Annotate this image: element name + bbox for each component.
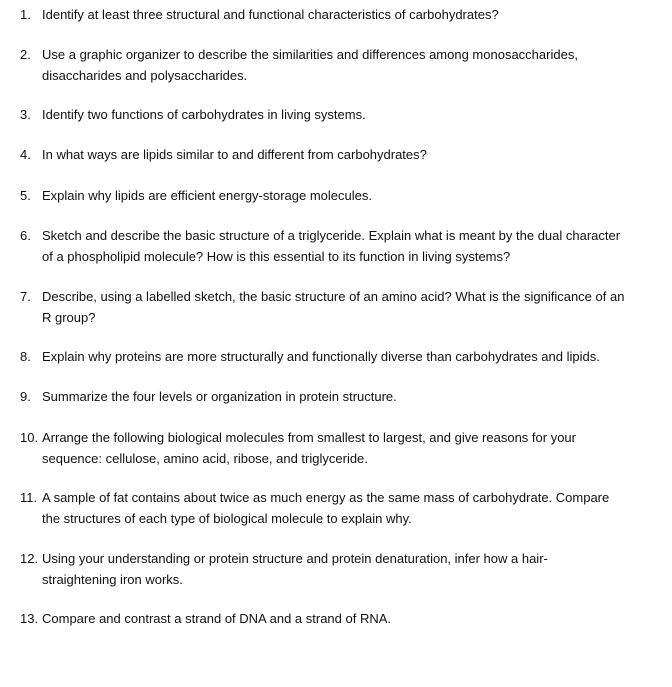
question-text: Use a graphic organizer to describe the similarities and differences among monosaccharides, disaccharides and polysaccharides. <box>42 47 578 83</box>
question-text: Arrange the following biological molecules from smallest to largest, and give reasons for your sequence: cellulose, amino acid, ribose, and triglyceride. <box>42 430 576 466</box>
question-number: 4. <box>20 147 31 162</box>
list-item <box>20 387 640 408</box>
question-text: Describe, using a labelled sketch, the basic structure of an amino acid? What is the significance of an R group? <box>42 289 625 325</box>
question-text: Explain why proteins are more structurally and functionally diverse than carbohydrates and lipids. <box>42 349 600 364</box>
question-text: Explain why lipids are efficient energy-storage molecules. <box>42 188 372 203</box>
question-number: 2. <box>20 47 31 62</box>
question-number: 9. <box>20 389 31 404</box>
list-item <box>20 428 640 469</box>
question-number: 3. <box>20 107 31 122</box>
question-text: Compare and contrast a strand of DNA and a strand of RNA. <box>42 611 392 626</box>
list-item <box>20 488 640 529</box>
question-number: 12. <box>20 551 39 566</box>
question-number: 8. <box>20 349 31 364</box>
question-text: Using your understanding or protein structure and protein denaturation, infer how a hair- straightening iron works. <box>42 551 548 587</box>
list-item <box>20 145 640 166</box>
question-number: 7. <box>20 289 31 304</box>
question-text: Identify two functions of carbohydrates in living systems. <box>42 107 366 122</box>
question-text: Summarize the four levels or organization in protein structure. <box>42 389 397 404</box>
question-number: 13. <box>20 611 39 626</box>
list-item <box>20 45 640 86</box>
question-number: 5. <box>20 188 31 203</box>
question-number: 10. <box>20 430 39 445</box>
question-text: In what ways are lipids similar to and different from carbohydrates? <box>42 147 427 162</box>
list-item <box>20 609 640 630</box>
question-number: 11. <box>20 490 38 505</box>
list-item <box>20 347 640 368</box>
question-text: Sketch and describe the basic structure of a triglyceride. Explain what is meant by the dual character of a phospholipid molecule? How is this essential to its function in living systems? <box>42 228 621 264</box>
list-item <box>20 5 640 26</box>
list-item <box>20 105 640 126</box>
list-item <box>20 186 640 207</box>
list-item <box>20 226 640 267</box>
question-number: 1. <box>20 7 31 22</box>
list-item <box>20 287 640 328</box>
question-number: 6. <box>20 228 31 243</box>
question-text: A sample of fat contains about twice as much energy as the same mass of carbohydrate. Compare the structures of each type of biological molecule to explain why. <box>42 490 610 526</box>
list-item <box>20 549 640 590</box>
question-text: Identify at least three structural and functional characteristics of carbohydrates? <box>42 7 499 22</box>
